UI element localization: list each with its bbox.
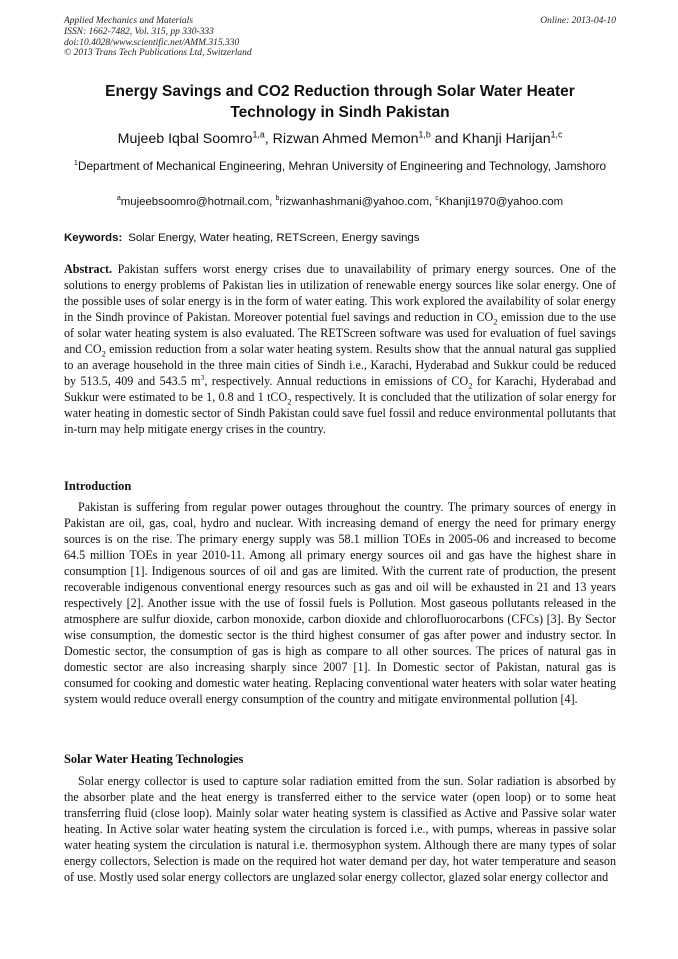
abstract-label: Abstract. [64,262,113,276]
issn-line: ISSN: 1662-7482, Vol. 315, pp 330-333 [64,26,214,37]
abstract-text: , respectively. Annual reductions in emissions of CO [204,374,469,388]
author-affil-mark: 1,a [252,129,265,140]
author-affil-mark: 1,c [550,129,563,140]
email-mark: b [275,195,280,203]
abstract-text: emission reduction from a solar water heating system. Results show that the annual natural gas supplied to an average household in the three main cities of Sindh i.e., Karachi, Hyderabad and Sukkur could be reduced by 513.5, 409 and 543.5 m [64,342,616,388]
author-separator: , [264,131,273,147]
subscript: 2 [468,380,473,391]
author-list [64,130,616,148]
author-name: Rizwan Ahmed Memon [272,131,419,147]
abstract-text: respectively. It is concluded that the utilization of solar energy for water heating in domestic sector of Sindh Pakistan could save fuel fossil and reduce environmental pollutants that in-turn may help mitigate energy crises in the country. [64,390,617,436]
abstract [64,261,616,437]
email-list [64,195,616,209]
section-heading: Solar Water Heating Technologies [64,752,244,766]
section-heading: Introduction [64,479,132,493]
affiliation-mark: 1 [73,158,78,168]
email-separator: , [269,196,276,208]
keywords [64,231,616,245]
subscript: 2 [287,396,292,407]
author-separator: and [430,131,463,147]
email-mark: a [116,195,121,203]
introduction-paragraph: Pakistan is suffering from regular power outages throughout the country. The primary sources of energy in Pakistan are oil, gas, coal, hydro and nuclear. With increasing demand of energy the need for primary energy sources is on the rise. The primary energy supply was 58.1 million TOEs in 2005-06 and increased to become 64.5 million TOEs in year 2010-11. Among all primary energy sources oil and gas have the highest share in consumption [1]. Indigenous sources of oil and gas are limited. With the current rate of production, the present recoverable indigenous conventional energy resources such as gas and oil will be exhausted in 21 and 13 years respectively [2]. Another issue with the use of fossil fuels is Pollution. Most gaseous pollutants released in the atmosphere are sulfur dioxide, carbon monoxide, carbon dioxide and chlorofluorocarbons (CFCs) [3]. By Sector wise consumption, the domestic sector is the third highest consumer of gas after power and industry sector. In Domestic sector, the consumption of gas is high as compare to all other sources. The prices of natural gas in domestic sector are also increasing sharply since 2007 [1]. In Domestic sector of Pakistan, natural gas is consumed for cooking and domestic water heating. Replacing conventional water heaters with solar water heating system would reduce overall energy consumption of the country and mitigate environmental pollution [4]. [64,500,616,706]
email-mark: c [435,195,439,203]
abstract-text: Pakistan suffers worst energy crises due to unavailability of primary energy sources. One of the solutions to energy problems of Pakistan lies in utilization of renewable energy sources like solar energy. One of the possible uses of solar energy is in the form of water eating. This work explored the availability of solar energy in the Sindh province of Pakistan. Moreover potential fuel savings and reduction in CO [64,262,616,324]
journal-header [64,16,616,59]
email-address[interactable]: mujeebsoomro@hotmail.com [120,196,270,208]
abstract-text: emission due to the use of solar water heating system is also evaluated. The RETScreen software was used for evaluation of fuel savings and CO [64,310,616,356]
author-name: Mujeeb Iqbal Soomro [117,131,253,147]
copyright-line: © 2013 Trans Tech Publications Ltd, Switzerland [64,48,252,59]
doi-line: doi:10.4028/www.scientific.net/AMM.315.330 [64,37,240,48]
author-affil-mark: 1,b [418,129,431,140]
affiliation-text: Department of Mechanical Engineering, Mehran University of Engineering and Technology, Jamshoro [77,159,607,173]
email-separator: , [428,196,436,208]
keywords-label: Keywords: [64,232,123,244]
subscript: 2 [493,316,498,327]
affiliation [64,158,616,175]
email-address[interactable]: rizwanhashmani@yahoo.com [279,196,429,208]
paper-title: Energy Savings and CO2 Reduction through Solar Water Heater Technology in Sindh Pakistan [105,83,575,121]
keywords-text: Solar Energy, Water heating, RETScreen, Energy savings [128,232,420,244]
solar-paragraph: Solar energy collector is used to capture solar radiation emitted from the sun. Solar radiation is absorbed by the absorber plate and the heat energy is transferred either to the service water (open loop) or to some heat transferring fluid (close loop). Mainly solar water heating system is classified as Active and Passive solar water heating. In Active solar water heating system the circulation is forced i.e., with pumps, whereas in passive solar water heating system the circulation is natural i.e. thermosyphon system. Although there are many types of solar energy collectors, Selection is made on the required hot water demand per day, hot water temperature and season of use. Mostly used solar energy collectors are unglazed solar energy collector, glazed solar energy collector and [64,774,616,884]
author-name: Khanji Harijan [462,131,551,147]
journal-name: Applied Mechanics and Materials [64,16,194,26]
online-date: Online: 2013-04-10 [540,16,616,26]
superscript: 3 [200,372,205,382]
abstract-text: for Karachi, Hyderabad and Sukkur were estimated to be 1, 0.8 and 1 tCO [64,374,616,404]
subscript: 2 [101,348,106,359]
email-address[interactable]: Khanji1970@yahoo.com [438,196,564,208]
